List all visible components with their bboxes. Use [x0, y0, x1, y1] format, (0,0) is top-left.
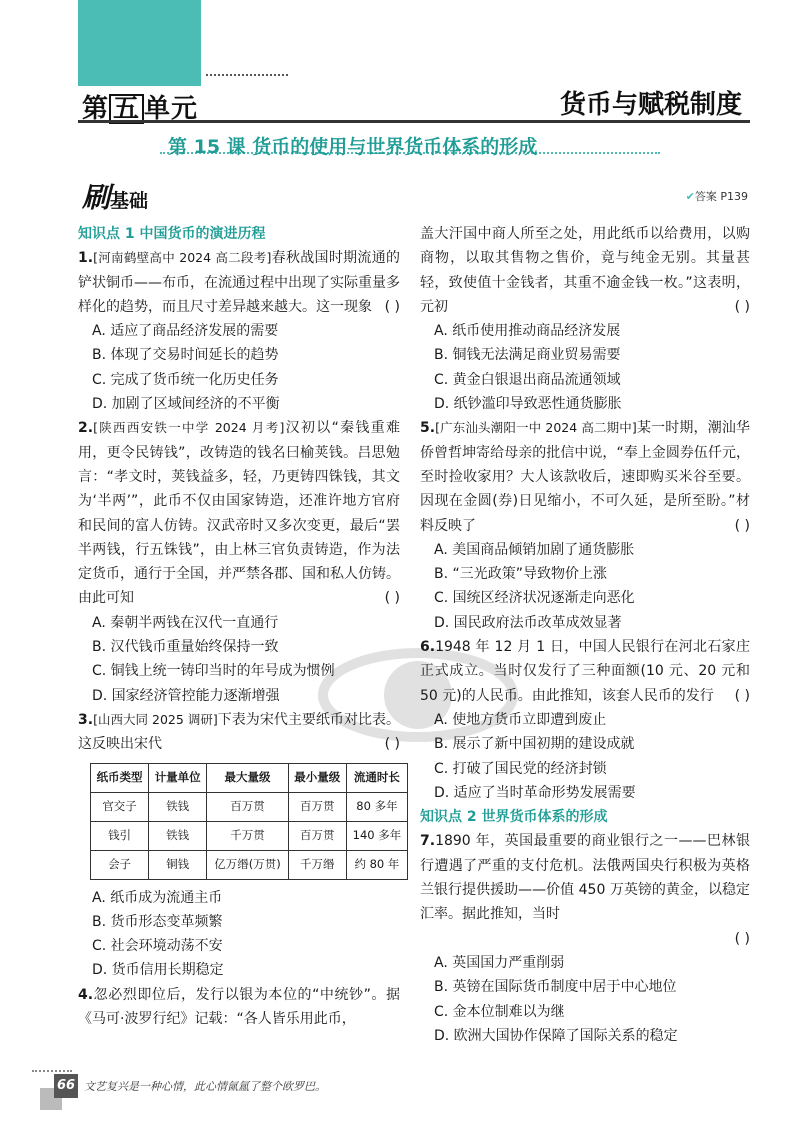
option-d: D. 适应了当时革命形势发展需要: [434, 784, 636, 801]
table-cell: 80 多年: [346, 792, 407, 821]
question-6: 6.1948 年 12 月 1 日，中国人民银行在河北石家庄正式成立。当时仅发行了三种面额(10 元、20 元和 50 元)的人民币。由此推知，该套人民币的发行 ( ) A. 使地方货币立即遭到废止 B. 展示了新中国初期的建设成就 C. 打破了国民党的经济封锁 D. 适应了当时革命形势发展需要: [420, 635, 750, 805]
table-cell: 铁钱: [149, 821, 207, 850]
right-column: [420, 222, 750, 1048]
header-rule: [78, 120, 750, 123]
table-cell: 钱引: [91, 821, 149, 850]
table-cell: 亿万缗(万贯): [207, 850, 288, 879]
question-2: 2.[陕西西安铁一中学 2024 月考]汉初以“秦钱重难用，更令民铸钱”，改铸造的钱名曰榆荚钱。吕思勉言：“孝文时，荚钱益多，轻，乃更铸四铢钱，其文为‘半两’”，此币不仅由国家铸造，还准许地方官府和民间的富人仿铸。汉武帝时又多次变更，最后“罢半两钱，行五铢钱”，由上林三官负责铸造，作为法定货币，通行于全国，并严禁各郡、国和私人仿铸。由此可知 ( ) A. 秦朝半两钱在汉代一直通行 B. 汉代钱币重量始终保持一致 C. 铜钱上统一铸印当时的年号成为惯例 D. 国家经济管控能力逐渐增强: [78, 416, 400, 708]
answer-blank: ( ): [384, 298, 400, 315]
unit-title: 第 五 单元: [82, 94, 199, 124]
brush-glyph: 刷: [82, 181, 111, 214]
option-a: A. 适应了商品经济发展的需要: [92, 323, 279, 340]
option-c: C. 社会环境动荡不安: [92, 938, 223, 955]
option-a: A. 美国商品倾销加剧了通货膨胀: [434, 541, 635, 558]
option-c: C. 国统区经济状况逐渐走向恶化: [434, 590, 635, 607]
option-d: D. 加剧了区域间经济的不平衡: [92, 396, 280, 413]
question-4-continued: 盖大汗国中商人所至之处，用此纸币以给费用，以购商物，以取其售物之售价，竟与纯金无别。其量甚轻，致使值十金钱者，其重不逾金钱一枚。”这表明，元初 ( ) A. 纸币使用推动商品经济发展 B. 铜钱无法满足商业贸易需要 C. 黄金白银退出商品流通领域 D. 纸钞滥印导致恶性通货膨胀: [420, 222, 750, 416]
lesson-title: 第 15 课 货币的使用与世界货币体系的形成: [168, 136, 538, 158]
answer-blank: ( ): [734, 298, 750, 315]
option-c: C. 完成了货币统一化历史任务: [92, 371, 279, 388]
table-header: 纸币类型: [91, 763, 149, 792]
option-d: D. 国家经济管控能力逐渐增强: [92, 687, 280, 704]
option-b: B. 体现了交易时间延长的趋势: [92, 347, 279, 364]
table-row: [91, 792, 408, 821]
table-header: 计量单位: [149, 763, 207, 792]
option-b: B. 英镑在国际货币制度中居于中心地位: [434, 979, 677, 996]
footer-dots: [32, 1070, 72, 1072]
answer-blank: ( ): [384, 736, 400, 753]
table-row: [91, 821, 408, 850]
option-d: D. 纸钞滥印导致恶性通货膨胀: [434, 396, 622, 413]
unit-subject: 货币与赋税制度: [559, 90, 742, 120]
option-d: D. 欧洲大国协作保障了国际关系的稳定: [434, 1027, 678, 1044]
option-a: A. 使地方货币立即遭到废止: [434, 711, 607, 728]
option-a: A. 英国国力严重削弱: [434, 954, 565, 971]
option-c: C. 打破了国民党的经济封锁: [434, 760, 607, 777]
question-7: 7.1890 年，英国最重要的商业银行之一——巴林银行遭遇了严重的支付危机。法俄两国央行积极为英格兰银行提供援助——价值 450 万英镑的黄金，以稳定汇率。据此推知，当时 ( ) A. 英国国力严重削弱 B. 英镑在国际货币制度中居于中心地位 C. 金本位制难以为继 D. 欧洲大国协作保障了国际关系的稳定: [420, 829, 750, 1048]
footer-quote: 文艺复兴是一种心情，此心情氤氲了整个欧罗巴。: [84, 1080, 326, 1093]
table-cell: 140 多年: [346, 821, 407, 850]
header-color-block: [78, 0, 201, 86]
question-5: 5.[广东汕头潮阳一中 2024 高二期中]某一时期，潮汕华侨曾哲坤寄给母亲的批信中说，“奉上金圆券伍仟元，至时捡收家用？大人该款收后，速即购买米谷至要。因现在金圆(券)日见缩小，不可久延，是所至盼。”材料反映了 ( ) A. 美国商品倾销加剧了通货膨胀 B. “三光政策”导致物价上涨 C. 国统区经济状况逐渐走向恶化 D. 国民政府法币改革成效显著: [420, 416, 750, 635]
table-cell: 千万缗: [288, 850, 346, 879]
table-cell: 铁钱: [149, 792, 207, 821]
option-c: C. 金本位制难以为继: [434, 1003, 565, 1020]
option-c: C. 黄金白银退出商品流通领域: [434, 371, 621, 388]
answer-reference: ✔答案 P139: [685, 190, 748, 203]
option-b: B. “三光政策”导致物价上涨: [434, 566, 608, 583]
option-c: C. 铜钱上统一铸印当时的年号成为惯例: [92, 663, 335, 680]
option-d: D. 货币信用长期稳定: [92, 962, 224, 979]
table-cell: 约 80 年: [346, 850, 407, 879]
unit-number-box: 五: [109, 94, 144, 124]
answer-blank: ( ): [734, 687, 750, 704]
left-column: [78, 222, 400, 1031]
option-a: A. 纸币使用推动商品经济发展: [434, 323, 621, 340]
table-cell: 铜钱: [149, 850, 207, 879]
question-4: 4.忽必烈即位后，发行以银为本位的“中统钞”。据《马可·波罗行纪》记载：“各人皆乐用此币，: [78, 986, 400, 1028]
question-3: 3.[山西大同 2025 调研]下表为宋代主要纸币对比表。这反映出宋代 ( ) 纸币类型 计量单位 最大量级 最小量级 流通时长 官交子 铁钱 百万贯 百万贯 80 多年 钱引 铁钱 千万贯 百万贯 140 多年 会子 铜钱 亿万缗(万贯) 千万缗 约 80 年 A. 纸币成为流通主币 B. 货币形态变革频繁 C. 社会环境动荡不安 D. 货币信用长期稳定: [78, 708, 400, 983]
table-row: [91, 850, 408, 879]
table-cell: 官交子: [91, 792, 149, 821]
section-heading: 刷基础: [82, 181, 149, 214]
table-cell: 百万贯: [207, 792, 288, 821]
table-header: 最小量级: [288, 763, 346, 792]
check-icon: ✔: [685, 190, 695, 203]
table-cell: 百万贯: [288, 792, 346, 821]
answer-blank: ( ): [384, 590, 400, 607]
table-cell: 百万贯: [288, 821, 346, 850]
paper-money-table: [90, 763, 408, 880]
option-b: B. 展示了新中国初期的建设成就: [434, 736, 635, 753]
knowledge-point-2: 知识点 2 世界货币体系的形成: [420, 809, 608, 826]
option-a: A. 纸币成为流通主币: [92, 889, 223, 906]
table-header: 流通时长: [346, 763, 407, 792]
question-1: 1.[河南鹤壁高中 2024 高二段考]春秋战国时期流通的铲状铜币——布币，在流通过程中出现了实际重量多样化的趋势，而且尺寸差异越来越大。这一现象 ( ) A. 适应了商品经济发展的需要 B. 体现了交易时间延长的趋势 C. 完成了货币统一化历史任务 D. 加剧了区域间经济的不平衡: [78, 246, 400, 416]
table-header: 最大量级: [207, 763, 288, 792]
option-b: B. 货币形态变革频繁: [92, 913, 223, 930]
knowledge-point-1: 知识点 1 中国货币的演进历程: [78, 226, 266, 242]
header-dotted-line: [206, 74, 288, 76]
table-cell: 千万贯: [207, 821, 288, 850]
answer-blank: ( ): [734, 517, 750, 534]
option-b: B. 铜钱无法满足商业贸易需要: [434, 347, 621, 364]
page-number: 66: [54, 1074, 78, 1098]
option-d: D. 国民政府法币改革成效显著: [434, 614, 622, 631]
answer-blank: ( ): [734, 930, 750, 947]
table-cell: 会子: [91, 850, 149, 879]
option-b: B. 汉代钱币重量始终保持一致: [92, 639, 279, 656]
option-a: A. 秦朝半两钱在汉代一直通行: [92, 614, 279, 631]
